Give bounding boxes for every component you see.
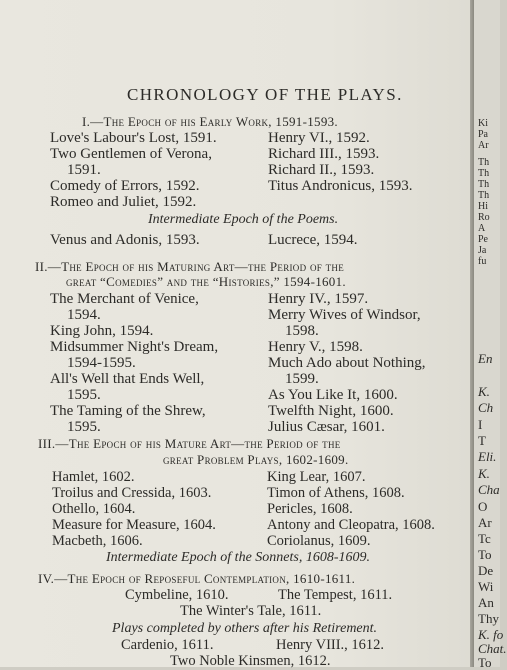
section-3-heading-line-2: great Problem Plays, 1602-1609. xyxy=(163,452,349,467)
next-page-fragment: I xyxy=(478,417,483,432)
section-3-left-4: Measure for Measure, 1604. xyxy=(52,517,216,533)
next-page-fragment: Th xyxy=(478,157,490,168)
section-3-left-3: Othello, 1604. xyxy=(52,501,136,517)
poems-epoch-heading: Intermediate Epoch of the Poems. xyxy=(148,212,339,227)
section-2-left-2: 1594. xyxy=(67,307,101,323)
next-page-fragment: Wi xyxy=(478,579,494,594)
next-page-fragment: K. fo xyxy=(478,627,504,642)
section-1-right-1: Henry VI., 1592. xyxy=(268,130,370,146)
section-3-right-1: King Lear, 1607. xyxy=(267,469,366,485)
section-3-left-2: Troilus and Cressida, 1603. xyxy=(52,485,212,501)
section-2-left-1: The Merchant of Venice, xyxy=(50,291,199,307)
section-1-left-1: Love's Labour's Lost, 1591. xyxy=(50,130,217,146)
section-1-right-2: Richard III., 1593. xyxy=(268,146,380,162)
section-2-left-7: 1595. xyxy=(67,387,101,403)
next-page-fragment: Ar xyxy=(478,140,489,151)
page-title: CHRONOLOGY OF THE PLAYS. xyxy=(127,85,403,104)
section-2-right-7: As You Like It, 1600. xyxy=(268,387,398,403)
section-3-left-5: Macbeth, 1606. xyxy=(52,533,143,549)
next-page-fragment: Pa xyxy=(478,129,488,140)
section-1-left-4: Comedy of Errors, 1592. xyxy=(50,178,200,194)
next-page-fragment: O xyxy=(478,499,488,514)
completed-by-others-heading: Plays completed by others after his Retirement. xyxy=(112,621,378,636)
cymbeline: Cymbeline, 1610. xyxy=(125,587,229,603)
section-2-heading-line-1: II.—The Epoch of his Maturing Art—the Period of the xyxy=(35,259,345,274)
next-page-fragment: K. xyxy=(478,384,490,399)
section-2-left-3: King John, 1594. xyxy=(50,323,154,339)
next-page-fragment: T xyxy=(478,433,486,448)
next-page-fragment: Thy xyxy=(478,611,499,626)
two-noble-kinsmen: Two Noble Kinsmen, 1612. xyxy=(170,653,331,669)
section-3-right-2: Timon of Athens, 1608. xyxy=(267,485,405,501)
section-1-left-5: Romeo and Juliet, 1592. xyxy=(50,194,197,210)
the-tempest: The Tempest, 1611. xyxy=(278,587,393,603)
section-3-right-3: Pericles, 1608. xyxy=(267,501,353,517)
next-page-fragment: Th xyxy=(478,190,490,201)
next-page-fragment: Th xyxy=(478,179,490,190)
next-page-fragment: Th xyxy=(478,168,490,179)
section-2-left-6: All's Well that Ends Well, xyxy=(50,371,205,387)
section-2-left-8: The Taming of the Shrew, xyxy=(50,403,206,419)
section-3-right-5: Coriolanus, 1609. xyxy=(267,533,371,549)
section-2-right-8: Twelfth Night, 1600. xyxy=(268,403,394,419)
section-1-right-4: Titus Andronicus, 1593. xyxy=(268,178,413,194)
next-page-fragment: Ki xyxy=(478,118,488,129)
section-1-left-2: Two Gentlemen of Verona, xyxy=(50,146,212,162)
section-2-right-4: Henry V., 1598. xyxy=(268,339,363,355)
next-page-fragment: Ro xyxy=(478,212,490,223)
section-3-left-1: Hamlet, 1602. xyxy=(52,469,135,485)
section-2-right-1: Henry IV., 1597. xyxy=(268,291,369,307)
next-page-fragment: Ch xyxy=(478,400,494,415)
next-page-fragment: K. xyxy=(478,466,490,481)
next-page-fragment: An xyxy=(478,595,494,610)
cardenio: Cardenio, 1611. xyxy=(121,637,214,653)
winters-tale: The Winter's Tale, 1611. xyxy=(180,603,322,619)
section-2-heading-line-2: great “Comedies” and the “Histories,” 1594-1601. xyxy=(66,274,346,289)
next-page-fragment: Cha xyxy=(478,482,500,497)
next-page-fragment: Hi xyxy=(478,201,488,212)
next-page-fragment: A xyxy=(478,223,486,234)
section-2-left-4: Midsummer Night's Dream, xyxy=(50,339,219,355)
sonnets-epoch-heading: Intermediate Epoch of the Sonnets, 1608-1609. xyxy=(106,550,371,565)
section-1-left-3: 1591. xyxy=(67,162,101,178)
section-2-right-9: Julius Cæsar, 1601. xyxy=(268,419,385,435)
next-page-fragment: Ja xyxy=(478,245,487,256)
next-page-fragment: Pe xyxy=(478,234,488,245)
next-page-fragment: To xyxy=(478,547,492,562)
section-2-right-3: 1598. xyxy=(285,323,319,339)
next-page-fragment: Chat. xyxy=(478,641,507,656)
next-page-fragment: Ar xyxy=(478,515,492,530)
section-1-heading: I.—The Epoch of his Early Work, 1591-1593. xyxy=(82,114,338,129)
section-2-left-9: 1595. xyxy=(67,419,101,435)
next-page-fragment: De xyxy=(478,563,494,578)
henry-viii: Henry VIII., 1612. xyxy=(276,637,385,653)
section-3-right-4: Antony and Cleopatra, 1608. xyxy=(267,517,435,533)
lucrece: Lucrece, 1594. xyxy=(268,232,358,248)
section-2-right-5: Much Ado about Nothing, xyxy=(268,355,426,371)
section-2-right-2: Merry Wives of Windsor, xyxy=(268,307,421,323)
venus-and-adonis: Venus and Adonis, 1593. xyxy=(50,232,200,248)
next-page-fragment: En xyxy=(478,351,493,366)
section-4-heading: IV.—The Epoch of Reposeful Contemplation, 1610-1611. xyxy=(38,571,356,586)
section-2-left-5: 1594-1595. xyxy=(67,355,136,371)
section-1-right-3: Richard II., 1593. xyxy=(268,162,375,178)
next-page-fragment: To xyxy=(478,655,492,670)
next-page-edge xyxy=(474,0,507,670)
next-page-fragment: Eli. xyxy=(478,449,497,464)
next-page-fragment: fu xyxy=(478,256,487,267)
section-3-heading-line-1: III.—The Epoch of his Mature Art—the Period of the xyxy=(38,436,341,451)
next-page-fragment: Tc xyxy=(478,531,491,546)
section-2-right-6: 1599. xyxy=(285,371,319,387)
